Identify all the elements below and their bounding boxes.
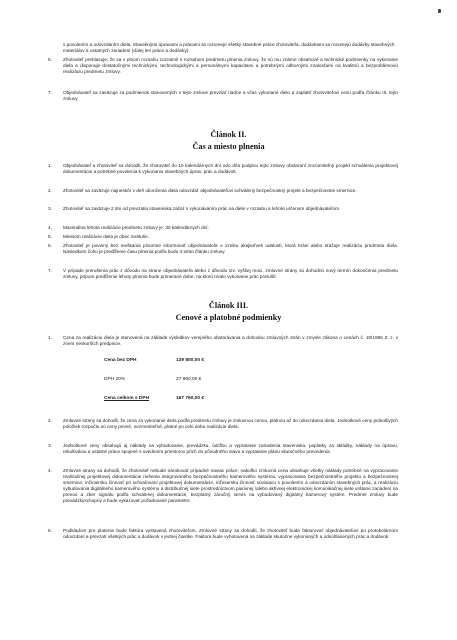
article-2-item-7	[48, 268, 398, 280]
article-3-item-2	[48, 418, 398, 430]
item-number: 3.	[48, 443, 52, 448]
item-text: Zhotoviteľ sa zaväzuje 2 dni od prevzatia staveniska začať s vykonávaním prác na diele v rozsahu a lehote určenom objednávateľom.	[63, 206, 341, 211]
intro-paragraph: s povolením a odovzdaním diela. Stavebnými úpravami a prácami sa rozumejú všetky stavebné práce zhotoviteľa, dodávkami sa rozumejú dodávky stavebných materiálov a ostatných zariadení (ďalej len práce a dodávky).	[63, 42, 395, 54]
article-2-item-6	[48, 243, 398, 255]
intro-item-7	[48, 90, 398, 102]
intro-item-6	[48, 57, 398, 75]
price-row-net	[104, 358, 236, 364]
item-text: Maximálna lehota realizácie predmetu zmluvy je: 30 kalendárnych dní.	[63, 225, 209, 230]
article-2-item-3	[48, 206, 398, 212]
item-text: Zhotoviteľ prehlasuje, že sa v plnom rozsahu zoznámil s rozsahom predmetu plnenia zmluvy, že sú mu známe obsahové a technické podmienky na vykonanie diela a disponuje dostatočnými technickými, technologickými a personálnymi kapacitami a potrebnými odbornými znalosťami na kvalitnú a bezproblémovú realizáciu predmetu zmluvy.	[63, 57, 398, 75]
article-3-title: Článok III.	[208, 301, 249, 310]
article-3-item-5	[48, 528, 398, 540]
item-number: 7.	[48, 90, 52, 95]
item-text: Zmluvné strany sa dohodli, že cena za vykonanie diela podľa predmetu zmluvy je zmluvnou cenou, platnou až do odovzdania diela. Jednotkové ceny jednotlivých položiek rozpočtu sú ceny pevné, nezmeniteľné, platné po celú dobu realizácie diela.	[63, 418, 398, 430]
item-text: Objednávateľ a zhotoviteľ sa dohodli, že zhotoviteľ do 10 kalendárnych dní odo dňa podpisu tejto zmluvy obstaraní zrozumiteľný projekt schválenia projektovej dokumentácie a potrebné povolenia k vykonaniu stavebných úprav, prác a dodávok.	[63, 163, 398, 175]
price-value: 139 800,00 €	[176, 358, 205, 363]
item-number: 6.	[48, 57, 52, 62]
article-2-item-1	[48, 163, 398, 175]
item-text: Podkladom pre platenie bude faktúra vystavená zhotoviteľom. Zmluvné strany sa dohodli, že zhotoviteľ bude fakturovať objednávateľovi po protokolárnom odovzdaní a prevzatí všetkých prác a dodávok v jednej čiastke. Faktúra bude vyhotovená na základe skutočne vykonaných a odsúhlasených prác a dodávok.	[63, 528, 398, 540]
item-number: 1.	[48, 163, 52, 168]
item-number: 3.	[48, 206, 52, 211]
item-number: 7.	[48, 268, 52, 273]
article-2-item-4	[48, 225, 398, 231]
article-3-item-4	[48, 468, 398, 505]
article-2-item-2	[48, 188, 398, 194]
item-number: 1.	[48, 335, 52, 340]
item-text: Jednotkové ceny obsahujú aj náklady na vybudovanie, prevádzku, údržbu a vypratanie zariadenia staveniska, poplatky za skládky, náklady na úpravu, rekultiváciu a ostatné práce spojené s uvedením priestorov pŕich do pôvodného stavu a vypratanie plánu skutočného prevedenia.	[63, 443, 398, 455]
price-label: DPH 20%	[104, 377, 126, 382]
item-number: 4.	[48, 225, 52, 230]
item-text: V prípade prerušenia prác z dôvodu na strane objednávateľa alebo z dôvodu tzv. vyššej moci, zmluvné strany sú dohodnú nový termín dokončenia predmetu zmluvy, prípom predĺženie lehoty plnenia bude primerané dobe, na ktorú trvalo vykonanie prác prerušiť.	[63, 268, 398, 280]
item-text: Zmluvné strany sa dohodli, že zhotoviteľ nebude nárokovať prípadné naviac práce, nakoľko zmluvná cena obsahuje všetky náklady potrebné na vypracovanie realizačnej projektovej dokumentácie riešenia integrovaného bezpečnostného kamerového systému, vypracovanie bezpečnostného projektu a bezpečnostnej smernice, inžiniersku činnosť pri schvaľovaní projektovej dokumentácie, inžiniersku činnosť súvisiacu s povolením a odovzdaním stavebných prác, a realizáciu vybudovania digitálneho kamerového systému a distribučnej siete prostredníctvom pasívnej /alebo aktívnej elektronickej komunikačnej siete vrátane zariadení na prenos a zber signálu podľa schválenej dokumentácie, bezplatný záručný servis na vybudovaný digitálny kamerový systém. Predmet zmluvy bude prevádzkyschopný a bude vykazovať požadované parametre.	[63, 468, 398, 504]
article-3-item-3	[48, 443, 398, 455]
price-label: Cena celkom s DPH	[104, 396, 150, 401]
item-text: Cena za realizáciu diela je stanovená na základe výsledkov verejného obstarávania a dohodou zmluvných strán v zmysle zákona o cenách č. 18/1996 Z. z. v znení neskorších predpisov.	[63, 335, 398, 347]
item-number: 5.	[48, 234, 52, 239]
article-2-item-5	[48, 234, 398, 240]
scan-mark	[438, 9, 441, 13]
article-3-item-1	[48, 335, 398, 347]
price-value: 167 760,00 €	[176, 396, 205, 401]
article-2-subtitle: Čas a miesto plnenia	[192, 142, 265, 151]
article-3-subtitle: Cenové a platobné podmienky	[175, 313, 282, 322]
item-number: 6.	[48, 243, 52, 248]
item-text: Objednávateľ sa zaväzuje za podmienok stanovených v tejto zmluve prevziať riadne a včas vykonané dielo a zaplatiť zhotoviteľovi cenu podľa Článku III. tejto zmluvy.	[63, 90, 398, 102]
price-row-total	[104, 396, 236, 402]
price-value: 27 960,00 €	[176, 377, 202, 382]
item-number: 5.	[48, 528, 52, 533]
item-number: 2.	[48, 188, 52, 193]
item-text: Zhotoviteľ je povinný bez meškania písomne informovať objednávateľa o vzniku akejkoľvek udalosti, ktorá bráni alebo sťažuje realizáciu predmetu diela. Následkom čoho je predĺženie času plnenia podľa bodu 3 tohto článku zmluvy.	[63, 243, 398, 255]
price-label: Cena bez DPH	[104, 358, 137, 363]
price-row-vat	[104, 377, 236, 383]
item-text: Miestom realizácie diela je obec Svätuše.	[63, 234, 149, 239]
article-2-title: Článok II.	[210, 130, 247, 139]
item-text: Zhotoviteľ sa zaväzuje najneskôr v deň ukončenia diela odovzdať objednávateľovi schválený bezpečnostný projekt a bezpečnostné smernice.	[63, 188, 357, 193]
item-number: 2.	[48, 418, 52, 423]
item-number: 4.	[48, 468, 52, 473]
